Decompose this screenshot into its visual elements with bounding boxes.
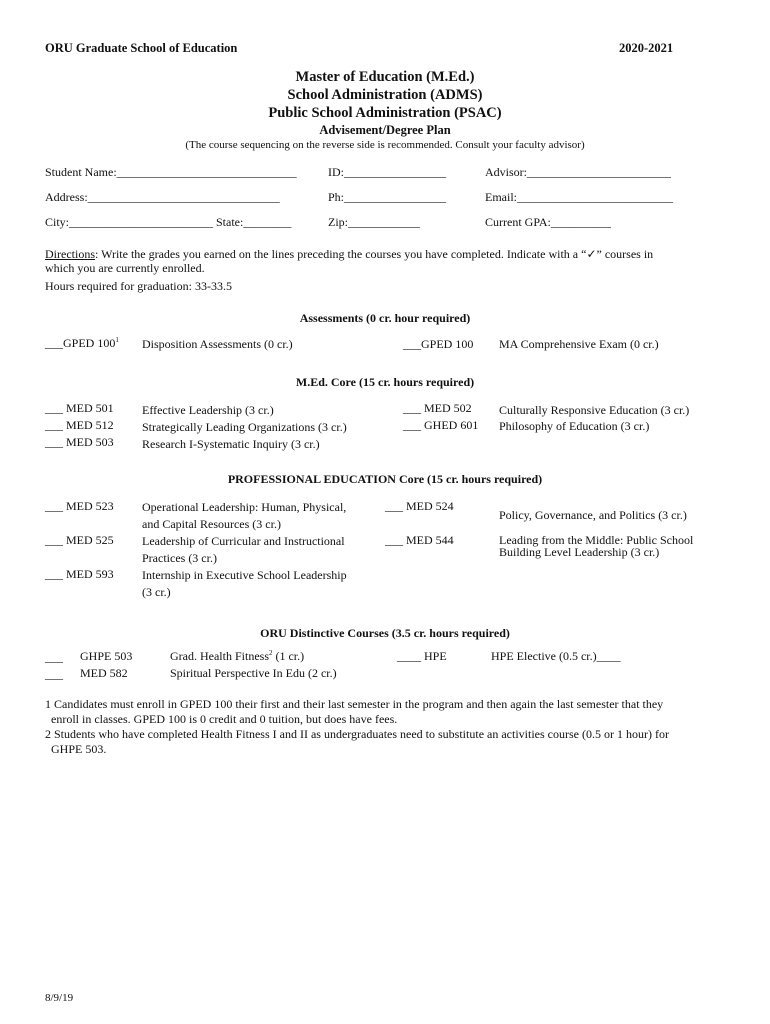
med-525-name-1: Leadership of Curricular and Instructional [142,534,345,548]
hpe-elective: HPE Elective (0.5 cr.)____ [491,649,621,663]
hpe-code[interactable]: ____ HPE [397,649,447,663]
med-582-code: MED 582 [80,666,128,680]
med-544-name-2: Building Level Leadership (3 cr.) [499,545,660,559]
advisor-field[interactable]: Advisor:________________________ [485,165,671,179]
med-593-name-1: Internship in Executive School Leadership [142,568,347,582]
med-503-name: Research I-Systematic Inquiry (3 cr.) [142,437,320,451]
med-582-blank[interactable]: ___ [45,667,63,681]
ghed-601-name: Philosophy of Education (3 cr.) [499,419,650,433]
med-525-code[interactable]: ___ MED 525 [45,533,114,547]
student-name-field[interactable]: Student Name:______________________________ [45,165,297,179]
med-582-name: Spiritual Perspective In Edu (2 cr.) [170,666,337,680]
med-501-name: Effective Leadership (3 cr.) [142,403,274,417]
disposition-assessments: Disposition Assessments (0 cr.) [142,337,293,351]
email-field[interactable]: Email:__________________________ [485,190,673,204]
med-593-code[interactable]: ___ MED 593 [45,567,114,581]
ghpe-503-code: GHPE 503 [80,649,133,663]
ghpe-503-blank[interactable]: ___ [45,650,63,664]
directions-label: Directions [45,247,95,261]
footnote-2-line-1: 2 Students who have completed Health Fitness I and II as undergraduates need to substitute an activities course (0.5 or 1 hour) for [45,727,669,741]
med-525-name-2: Practices (3 cr.) [142,551,217,565]
city-state-field[interactable]: City:________________________ State:________ [45,215,292,229]
footnote-1-line-2: enroll in classes. GPED 100 is 0 credit and 0 tuition, but does have fees. [51,712,398,726]
med-524-code[interactable]: ___ MED 524 [385,499,454,513]
ghpe-503-name: Grad. Health Fitness$^2$ (1 cr.) [170,649,305,663]
med-544-name-1: Leading from the Middle: Public School [499,533,694,547]
med-523-code[interactable]: ___ MED 523 [45,499,114,513]
assessments-heading: Assessments (0 cr. hour required) [299,311,471,325]
med-501-code[interactable]: ___ MED 501 [45,401,114,415]
med-524-name: Policy, Governance, and Politics (3 cr.) [499,508,687,522]
directions-line [45,247,653,262]
footnote-ref-1: 1 [115,336,119,344]
directions-text-cont: which you are currently enrolled. [45,261,205,275]
med-593-name-2: (3 cr.) [142,585,171,599]
revision-date: 8/9/19 [45,992,74,1004]
med-523-name-1: Operational Leadership: Human, Physical, [142,500,347,514]
address-field[interactable]: Address:________________________________ [45,190,280,204]
core-heading: M.Ed. Core (15 cr. hours required) [295,375,475,389]
ma-comprehensive-exam: MA Comprehensive Exam (0 cr.) [499,337,659,351]
gped-100-exam-code[interactable]: ___GPED 100 [403,337,474,351]
plan-title: Advisement/Degree Plan [319,123,451,137]
gpa-field[interactable]: Current GPA:__________ [485,215,611,229]
id-field[interactable]: ID:_________________ [328,165,446,179]
med-512-name: Strategically Leading Organizations (3 cr.) [142,420,347,434]
med-523-name-2: and Capital Resources (3 cr.) [142,517,281,531]
footnote-1-line-1: 1 Candidates must enroll in GPED 100 their first and their last semester in the program and then again the last semester that they [45,697,664,711]
med-503-code[interactable]: ___ MED 503 [45,435,114,449]
ghed-601-code[interactable]: ___ GHED 601 [403,418,479,432]
hours-required: Hours required for graduation: 33-33.5 [45,279,232,293]
professional-heading: PROFESSIONAL EDUCATION Core (15 cr. hours required) [227,472,543,486]
academic-year: 2020-2021 [619,41,674,55]
distinctive-heading: ORU Distinctive Courses (3.5 cr. hours required) [260,626,510,640]
program-title-adms: School Administration (ADMS) [287,87,483,103]
med-544-code[interactable]: ___ MED 544 [385,533,454,547]
med-512-code[interactable]: ___ MED 512 [45,418,114,432]
med-502-code[interactable]: ___ MED 502 [403,401,472,415]
footnote-2-line-2: GHPE 503. [51,742,107,756]
program-title-psac: Public School Administration (PSAC) [268,105,502,121]
footnote-ref-2: 2 [268,649,273,657]
zip-field[interactable]: Zip:____________ [328,215,420,229]
gped-100-code[interactable]: ___GPED $100^1$ [45,336,119,350]
sequencing-note: (The course sequencing on the reverse side is recommended. Consult your faculty advisor) [185,139,585,151]
school-name: ORU Graduate School of Education [45,41,238,55]
med-502-name: Culturally Responsive Education (3 cr.) [499,403,690,417]
degree-title: Master of Education (M.Ed.) [295,69,475,85]
directions-text: : Write the grades you earned on the lines preceding the courses you have completed. Indicate with a “✓” courses in [95,247,654,261]
phone-field[interactable]: Ph:_________________ [328,190,447,204]
